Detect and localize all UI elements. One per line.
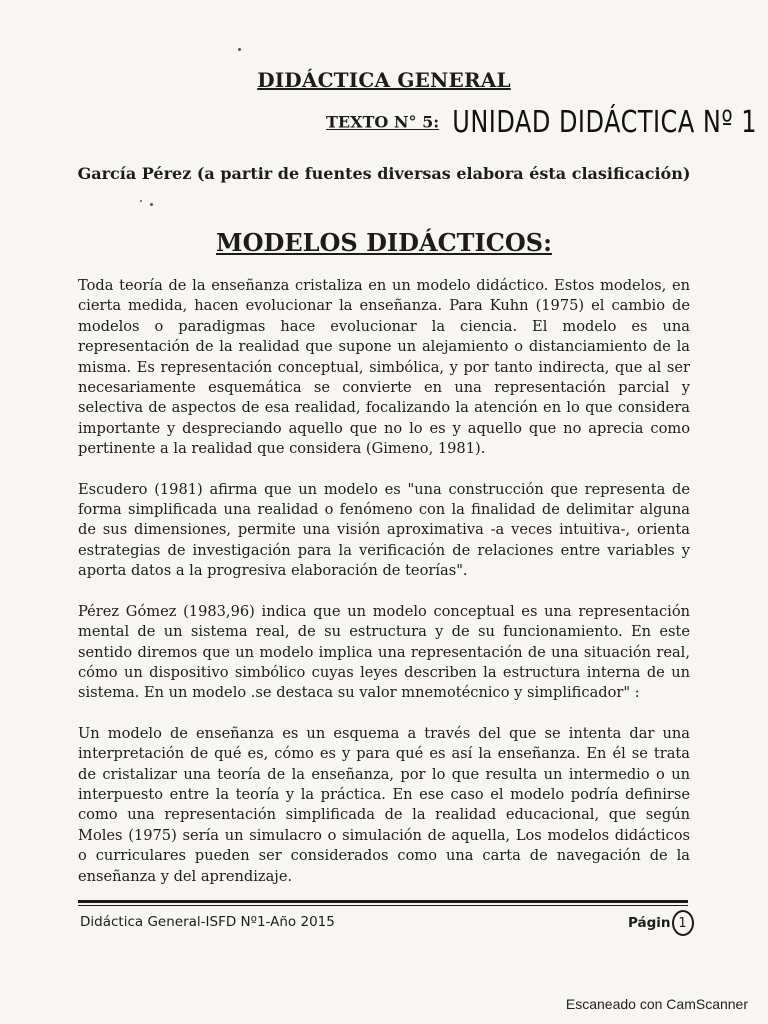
texto-heading [326,104,758,140]
footer-divider-thin [78,905,688,906]
scan-speck [238,48,241,51]
texto-label: TEXTO N° 5: [326,112,440,132]
paragraph: Un modelo de enseñanza es un esquema a través del que se intenta dar una interpretación de qué es, cómo es y para qué es así la enseñanza. En él se trata de cristalizar una teoría de la enseñanza, por lo que resulta un intermedio o un interpuesto entre la teoría y la práctica. En ese caso el modelo podría definirse como una representación simplificada de la realidad educacional, que según Moles (1975) sería un simulacro o simulación de aquella, Los modelos didácticos o curriculares pueden ser considerados como una carta de navegación de la enseñanza y del aprendizaje. [78,724,690,885]
paragraph: Pérez Gómez (1983,96) indica que un modelo conceptual es una representación mental de un sistema real, de su estructura y de su funcionamiento. En este sentido diremos que un modelo implica una representación de una situación real, cómo un dispositivo simbólico cuyas leyes describen la estructura interna de un sistema. En un modelo .se destaca su valor mnemotécnico y simplificador" : [78,602,690,702]
footer-divider [78,900,688,903]
section-title: MODELOS DIDÁCTICOS: [216,228,552,257]
document-title: DIDÁCTICA GENERAL [257,68,511,92]
scan-speck [150,203,153,206]
paragraph: Toda teoría de la enseñanza cristaliza en un modelo didáctico. Estos modelos, en cierta medida, hacen evolucionar la enseñanza. Para Kuhn (1975) el cambio de modelos o paradigmas hace evolucionar la ciencia. El modelo es una representación de la realidad que supone un alejamiento o distanciamiento de la misma. Es representación conceptual, simbólica, y por tanto indirecta, que al ser necesariamente esquemática se convierte en una representación parcial y selectiva de aspectos de esa realidad, focalizando la atención en lo que considera importante y despreciando aquello que no lo es y aquello que no aprecia como pertinente a la realidad que considera (Gimeno, 1981). [78,277,690,458]
footer-course: Didáctica General-ISFD Nº1-Año 2015 [80,914,335,930]
handwritten-note: UNIDAD DIDÁCTICA Nº 1 [452,104,758,140]
scan-speck [140,200,142,202]
author-line: García Pérez (a partir de fuentes diversas elabora ésta clasificación) [77,164,691,183]
footer-page-label: Págin [628,915,671,931]
camscanner-watermark: Escaneado con CamScanner [565,996,748,1012]
page-number-circle: 1 [672,910,694,936]
paragraph: Escudero (1981) afirma que un modelo es "una construcción que representa de forma simplificada una realidad o fenómeno con la finalidad de delimitar alguna de sus dimensiones, permite una visión aproximativa -a veces intuitiva-, orienta estrategias de investigación para la verificación de relaciones entre variables y aporta datos a la progresiva elaboración de teorías". [78,480,690,580]
body-text [78,276,690,907]
footer-page [628,910,694,936]
